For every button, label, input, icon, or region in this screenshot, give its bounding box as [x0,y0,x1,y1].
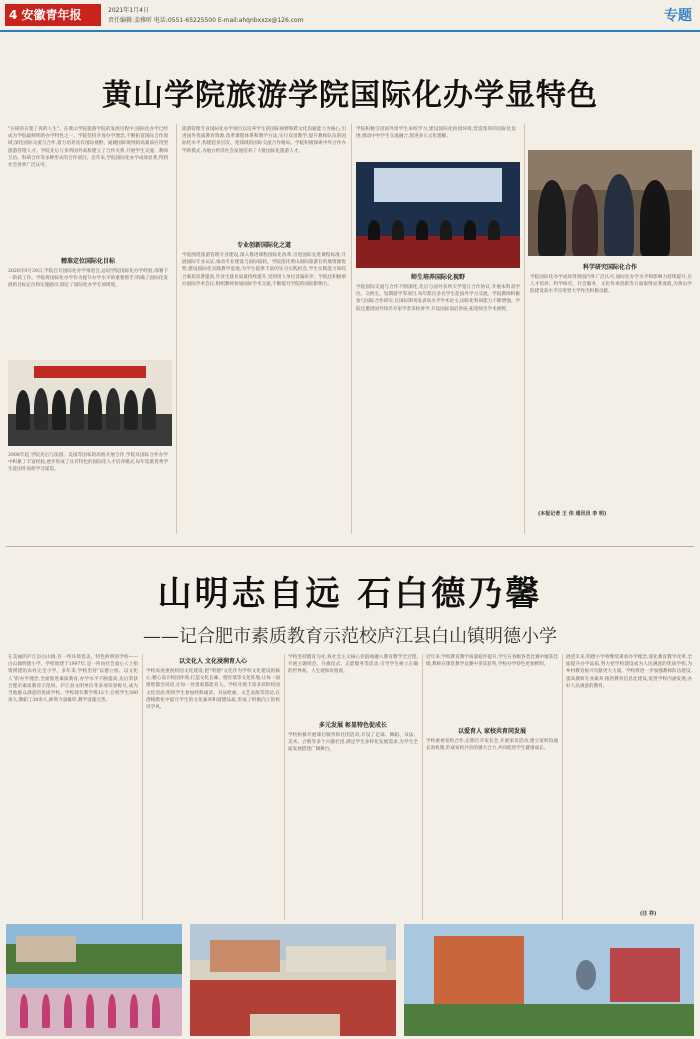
article1-section-head-2: 专业创新国际化之道 [236,242,291,249]
article1-col2b-text: 学院围绕旅游管理专业建设,深入推进课程国际化改革,引进国际先进课程标准,开展国际专业认证,推动专业建设与国际接轨。学院依托黄山国际旅游目的地资源优势,建设国际化实践教学基地,为学生提供丰富的实习实践机会,学生实践能力和综合素质显著提高,毕业生就业质量持续提升,受到用人单位普遍好评。学院还积极承办国际学术会议,组织教师参加国际学术交流,不断提升学院的国际影响力。 [182,253,346,287]
person-figure [152,994,160,1028]
conference-table [356,236,520,268]
column-rule [422,654,423,920]
article2-byline: (汪 祥) [640,911,657,917]
person-figure [538,180,566,256]
article1-section-head-1: 精准定位国际化目标 [60,258,115,265]
person-figure [16,390,30,430]
person-figure [86,994,94,1028]
researchers-photo [528,150,692,256]
article2-section-head-3: 以爱育人 家校共育同发展 [457,728,527,735]
article2-section-head-1: 以文化人 文化浸润育人心 [178,658,248,665]
article2-col4-text: 近年来,学校教育教学质量稳步提升,学生在各级各类比赛中屡获佳绩,教师在课堂教学竞赛中多次获奖,学校办学特色更加鲜明。 [426,655,558,668]
article1-col3-intro: 学院积极引进国外留学生来校学习,建设国际化校园环境,营造浓厚的国际化氛围,推动中外学生交流融合,促进多元文化理解。 [356,127,516,140]
article2-col3b-text: 学校积极开展课后服务和社团活动,开设了足球、舞蹈、书法、美术、合唱等多个兴趣社团,满足学生多样化发展需求,为学生全面发展搭建广阔舞台。 [288,733,418,753]
person-figure [108,994,116,1028]
article-divider [6,546,694,547]
article1-col1-text: "在研的在建了真的人生"。在黄山学院旅游学院的发展历程中,国际化办学已经成为学院最鲜明的办学特色之一。学院坚持开放办学理念,不断拓宽国际合作领域,深化国际交流与合作,着力培养具有国际视野、通晓国际规则的高素质应用型旅游管理人才。学院先后与多所国外高校建立了合作关系,开展学生交流、教师互访、科研合作等多种形式的合作项目。近年来,学院国际化办学成效显著,得到社会各界广泛认可。 [8,127,168,169]
article2-section-head-2: 多元发展 彰显特色促成长 [318,722,388,729]
person-figure [34,388,48,430]
person-figure [52,390,66,430]
building [16,936,76,962]
person-figure [20,994,28,1028]
school-photo-assembly [190,924,396,1036]
article1-col2-text: 旅游管理专业国际化办学项目以培养学生的国际视野和跨文化沟通能力为核心,引进国外优质教育资源,改革课程体系和教学方法,实行双语教学,提升教师队伍的国际化水平,构建起多层次、宽领域的国际交流合作格局。学院积极探索中外合作办学新模式,为地方经济社会发展培养了大批国际化旅游人才。 [182,127,346,154]
person-figure [488,220,500,240]
masthead [0,0,700,32]
person-figure [572,184,598,256]
column-rule [142,654,143,920]
article1-headline: 黄山学院旅游学院国际化办学显特色 [102,78,598,113]
person-figure [464,220,476,240]
article2-col4b-text: 学校重视家校合作,定期召开家长会,开展家访活动,建立家校沟通长效机制,形成家校共育的强大合力,共同促进学生健康成长。 [426,739,558,752]
school-building [610,948,680,1002]
person-figure [440,220,452,240]
newspaper-logo: 4 安徽青年报 [5,4,101,26]
building [210,940,280,972]
person-figure [106,388,120,430]
courtyard [250,1014,340,1036]
article1-col4-text: 学院国际化办学成效得到国内外广泛认可,国际化办学水平和影响力持续提升,在人才培养、科学研究、社会服务、文化传承创新等方面取得显著成绩,为黄山学院建设高水平应用型大学作出积极贡献。 [530,275,692,295]
school-photo-campus [404,924,694,1036]
person-figure [88,390,102,430]
person-figure [130,994,138,1028]
conference-photo [356,162,520,268]
photo1-caption: 师生培养国际化视野 [410,274,465,281]
masthead-rule [0,30,700,32]
article1-col1b-text: 2020年9月30日,学院召开国际化办学推进会,总结学院国际化办学经验,部署下一阶段工作。学院将国际化办学作为提升办学水平的重要抓手,明确了国际化发展的目标定位和实施路径,制定了国际化办学专项规划。 [8,269,168,289]
person-figure [604,174,634,256]
lawn [404,1004,694,1036]
person-figure [142,388,156,430]
section-label: 专题 [664,8,692,24]
person-figure [42,994,50,1028]
person-figure [416,220,428,240]
article1-col3-text: 学院国际交流与合作不断深化,先后与国外多所大学签订合作协议,开展本科双学位、交换生、短期游学等项目,每年派出多名学生赴国外学习交流。学院教师积极参与国际合作研究,在国际期刊发表高水平学术论文,国际化科研能力不断增强。学院还邀请国外知名专家学者来校讲学,开设国际前沿讲座,拓宽师生学术视野。 [356,285,520,312]
column-rule [176,124,177,534]
person-figure [640,180,670,256]
article1-col1c-text: 2008年起,学院先后与法国、美国等国家的高校开展合作,学院从国际合作办学中积累了丰富经验,逐步形成了具有特色的国际化人才培养模式,每年选派优秀学生赴国外高校学习深造。 [8,453,168,473]
issue-date: 2021年1月4日 [108,7,149,14]
column-rule [562,654,563,920]
school-photo-playground [6,924,182,1036]
article2-col5-text: 展望未来,明德小学将继续秉承办学理念,深化教育教学改革,全面提升办学品质,努力把学校建设成为人民满意的优质学校,为乡村教育振兴贡献更大力量。学校将进一步加强教师队伍建设,提高教师专业素养,推进教育信息化建设,促进学校内涵发展,办好人民满意的教育。 [566,655,692,689]
article2-headline: 山明志自远 石白德乃馨 [157,574,543,614]
building [286,946,386,972]
article2-subtitle: ——记合肥市素质教育示范校庐江县白山镇明德小学 [143,626,557,647]
photo2-caption: 科学研究国际化合作 [582,264,637,271]
article2-col3-text: 学校坚持德育为先,将社会主义核心价值观融入教育教学全过程,开展主题班会、升旗仪式、志愿服务等活动,引导学生树立正确的世界观、人生观和价值观。 [288,655,418,675]
column-rule [284,654,285,920]
person-figure [392,220,404,240]
article2-col1-text: 在美丽的庐江县白山镇,有一所环境优美、特色鲜明的学校——白山镇明德小学。学校始建于1997年,是一所由社会爱心人士捐资援建的农村完全小学。多年来,学校坚持"以德立校、以文化人"的办学理念,全面推进素质教育,办学水平不断提高,先后荣获合肥市素质教育示范校、庐江县文明单位等多项荣誉称号,成为当地群众满意的优质学校。学校现有教学班12个,在校学生500余人,教职工30余人,师资力量雄厚,教学设施完善。 [8,655,138,704]
person-figure [368,220,380,240]
person-figure [64,994,72,1028]
article1-byline: (本报记者 王 伟 通讯员 李 明) [538,511,607,517]
conference-screen [374,168,502,202]
column-rule [524,124,525,534]
column-rule [351,124,352,534]
article2-col2-text: 学校高度重视校园文化建设,把"明德"文化作为学校文化建设的核心,精心设计校园环境,打造文化长廊、德育墙等文化阵地,让每一面墙壁都会说话,让每一处景观都能育人。学校开展丰富多彩的校园文化活动,组织学生参加经典诵读、书法绘画、文艺表演等活动,在潜移默化中提升学生的文化素养和道德品质,形成了积极向上的校风学风。 [146,669,280,711]
editor-contact: 责任编辑:姜雅昕 电话:0551-65225500 E-mail:ahqnbxxzx@126.com [108,17,304,24]
school-building [434,936,524,1004]
sculpture [576,960,596,990]
group-photo [8,360,172,446]
person-figure [70,388,84,430]
banner [34,366,146,378]
person-figure [124,390,138,430]
